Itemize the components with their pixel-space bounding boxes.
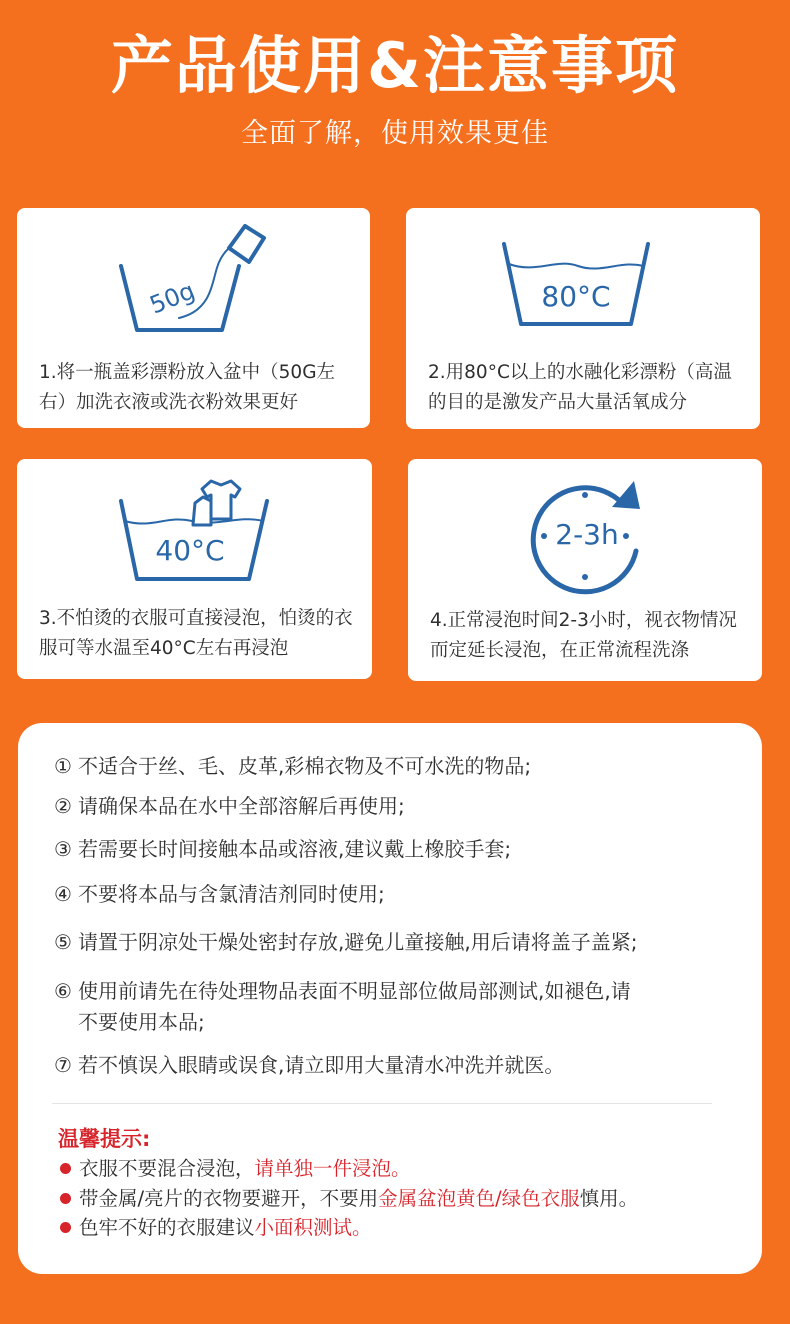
note-number: ④ — [54, 882, 72, 906]
tip-highlight: 请单独一件浸泡。 — [254, 1157, 411, 1180]
tip-text: 衣服不要混合浸泡， — [79, 1157, 255, 1180]
tip-highlight: 小面积测试。 — [254, 1216, 372, 1239]
tip-item — [60, 1185, 742, 1213]
note-number: ② — [54, 794, 72, 818]
note-number: ⑥ — [54, 979, 72, 1003]
note-text: 请置于阴凉处干燥处密封存放,避免儿童接触,用后请将盖子盖紧; — [78, 930, 638, 954]
tip-item — [60, 1155, 742, 1183]
note-item — [54, 1050, 732, 1081]
note-text-continued: 不要使用本品; — [78, 1010, 205, 1034]
note-text: 若需要长时间接触本品或溶液,建议戴上橡胶手套; — [78, 837, 512, 861]
timer-icon — [408, 459, 762, 609]
note-text: 若不慎误入眼睛或误食,请立即用大量清水冲洗并就医。 — [78, 1053, 565, 1077]
page-title: 产品使用&注意事项 — [110, 29, 680, 102]
water-temp-label: 40°C — [155, 534, 225, 567]
step-card-2 — [406, 208, 760, 429]
tip-item — [60, 1214, 742, 1242]
basin-powder-icon — [17, 208, 370, 368]
tip-text-after: 慎用。 — [579, 1187, 639, 1210]
step-text-1: 1.将一瓶盖彩漂粉放入盆中（50G左右）加洗衣液或洗衣粉效果更好 — [39, 362, 336, 413]
note-item — [54, 751, 732, 782]
tip-text: 色牢不好的衣服建议 — [79, 1216, 255, 1239]
note-item — [54, 976, 732, 1038]
note-item — [54, 879, 732, 910]
note-number: ① — [54, 754, 72, 778]
step-text-4: 4.正常浸泡时间2-3小时，视衣物情况而定延长浸泡，在正常流程洗涤 — [430, 610, 737, 661]
note-text: 不要将本品与含氯清洁剂同时使用; — [78, 882, 385, 906]
bullet-icon — [60, 1193, 71, 1204]
divider — [52, 1103, 712, 1104]
tip-text: 带金属/亮片的衣物要避开，不要用 — [79, 1187, 379, 1210]
step-card-3 — [17, 459, 372, 679]
page-subtitle: 全面了解，使用效果更佳 — [241, 118, 549, 149]
step-text-2: 2.用80°C以上的水融化彩漂粉（高温的目的是激发产品大量活氧成分 — [428, 362, 732, 413]
note-number: ⑤ — [54, 930, 72, 954]
water-temp-label: 80°C — [541, 280, 611, 313]
tip-highlight: 金属盆泡黄色/绿色衣服 — [378, 1187, 580, 1210]
note-text: 不适合于丝、毛、皮革,彩棉衣物及不可水洗的物品; — [78, 754, 532, 778]
basin-water-icon — [406, 208, 760, 368]
powder-weight-label: 50g — [145, 276, 199, 320]
tips-title: 温馨提示: — [58, 1127, 151, 1151]
step-card-4 — [408, 459, 762, 681]
notes-panel — [18, 723, 762, 1274]
basin-clothes-icon — [17, 459, 372, 619]
timer-duration-label: 2-3h — [555, 518, 619, 551]
note-text: 使用前请先在待处理物品表面不明显部位做局部测试,如褪色,请 — [78, 979, 631, 1003]
note-item — [54, 927, 732, 958]
note-number: ⑦ — [54, 1053, 72, 1077]
step-card-1 — [17, 208, 370, 428]
note-item — [54, 834, 732, 865]
bullet-icon — [60, 1163, 71, 1174]
note-text: 请确保本品在水中全部溶解后再使用; — [78, 794, 405, 818]
note-number: ③ — [54, 837, 72, 861]
bullet-icon — [60, 1222, 71, 1233]
note-item — [54, 791, 732, 822]
step-text-3: 3.不怕烫的衣服可直接浸泡，怕烫的衣服可等水温至40°C左右再浸泡 — [39, 608, 353, 659]
